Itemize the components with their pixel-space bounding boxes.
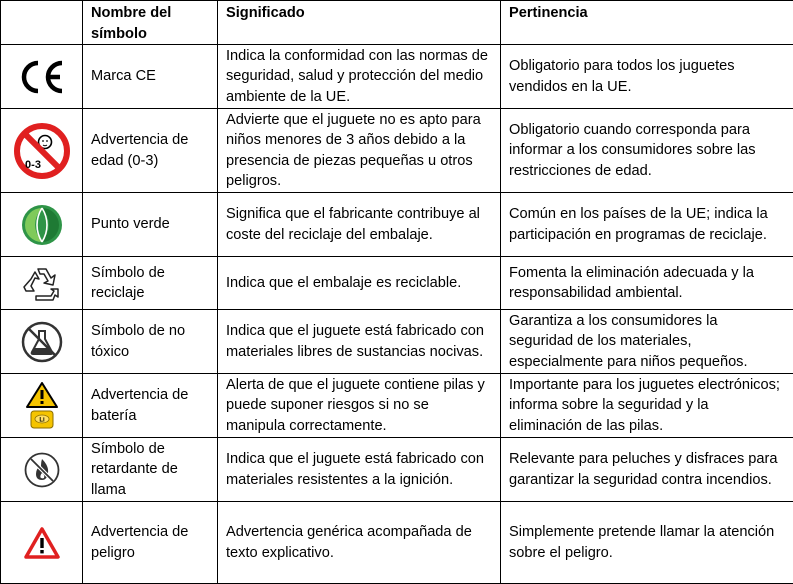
header-meaning: Significado (218, 1, 501, 45)
symbol-relevance: Obligatorio cuando corresponda para informar a los consumidores sobre las restricciones de edad. (501, 109, 793, 193)
recycle-icon (21, 263, 63, 303)
non-toxic-icon (20, 320, 64, 364)
symbol-meaning: Indica que el embalaje es reciclable. (218, 257, 501, 310)
icon-cell (1, 438, 83, 502)
symbol-meaning: Indica la conformidad con las normas de seguridad, salud y protección del medio ambiente de la UE. (218, 45, 501, 109)
icon-cell (1, 45, 83, 109)
header-relevance: Pertinencia (501, 1, 793, 45)
symbol-relevance: Común en los países de la UE; indica la participación en programas de reciclaje. (501, 193, 793, 257)
symbol-name: Marca CE (83, 45, 218, 109)
icon-cell (1, 257, 83, 310)
table-row (1, 45, 793, 109)
table-row (1, 374, 793, 438)
icon-cell (1, 374, 83, 438)
age-warning-icon (12, 121, 72, 181)
symbol-name: Símbolo de no tóxico (83, 310, 218, 374)
table-row (1, 109, 793, 193)
ce-mark-icon (18, 59, 66, 95)
age-range-label: 0-3 (25, 159, 41, 171)
symbol-name: Advertencia de edad (0-3) (83, 109, 218, 193)
symbol-name: Símbolo de reciclaje (83, 257, 218, 310)
symbol-meaning: Indica que el juguete está fabricado con materiales libres de sustancias nocivas. (218, 310, 501, 374)
symbol-meaning: Advierte que el juguete no es apto para niños menores de 3 años debido a la presencia de piezas pequeñas u otros peligros. (218, 109, 501, 193)
icon-cell (1, 193, 83, 257)
symbol-relevance: Garantiza a los consumidores la seguridad de los materiales, especialmente para niños pequeños. (501, 310, 793, 374)
icon-cell (1, 310, 83, 374)
symbol-meaning: Significa que el fabricante contribuye al coste del reciclaje del embalaje. (218, 193, 501, 257)
table-row (1, 257, 793, 310)
symbol-meaning: Advertencia genérica acompañada de texto explicativo. (218, 502, 501, 584)
icon-cell (1, 109, 83, 193)
symbol-name: Punto verde (83, 193, 218, 257)
symbol-relevance: Importante para los juguetes electrónicos; informa sobre la seguridad y la eliminación de las pilas. (501, 374, 793, 438)
green-dot-icon (20, 203, 64, 247)
symbol-name: Símbolo de retardante de llama (83, 438, 218, 502)
table-row (1, 502, 793, 584)
symbol-meaning: Indica que el juguete está fabricado con materiales resistentes a la ignición. (218, 438, 501, 502)
icon-cell (1, 502, 83, 584)
table-row (1, 438, 793, 502)
symbol-relevance: Relevante para peluches y disfraces para garantizar la seguridad contra incendios. (501, 438, 793, 502)
table-row (1, 193, 793, 257)
header-icon-column (1, 1, 83, 45)
battery-warning-icon (25, 381, 59, 431)
symbol-name: Advertencia de batería (83, 374, 218, 438)
table-header-row (1, 1, 793, 45)
header-symbol-name: Nombre del símbolo (83, 1, 218, 45)
flame-retardant-icon (23, 451, 61, 489)
symbol-relevance: Obligatorio para todos los juguetes vendidos en la UE. (501, 45, 793, 109)
symbol-relevance: Simplemente pretende llamar la atención sobre el peligro. (501, 502, 793, 584)
symbol-meaning: Alerta de que el juguete contiene pilas y puede suponer riesgos si no se manipula correctamente. (218, 374, 501, 438)
battery-type-label: Li (39, 417, 45, 423)
danger-warning-icon (24, 527, 60, 559)
symbol-name: Advertencia de peligro (83, 502, 218, 584)
symbol-relevance: Fomenta la eliminación adecuada y la responsabilidad ambiental. (501, 257, 793, 310)
table-row (1, 310, 793, 374)
